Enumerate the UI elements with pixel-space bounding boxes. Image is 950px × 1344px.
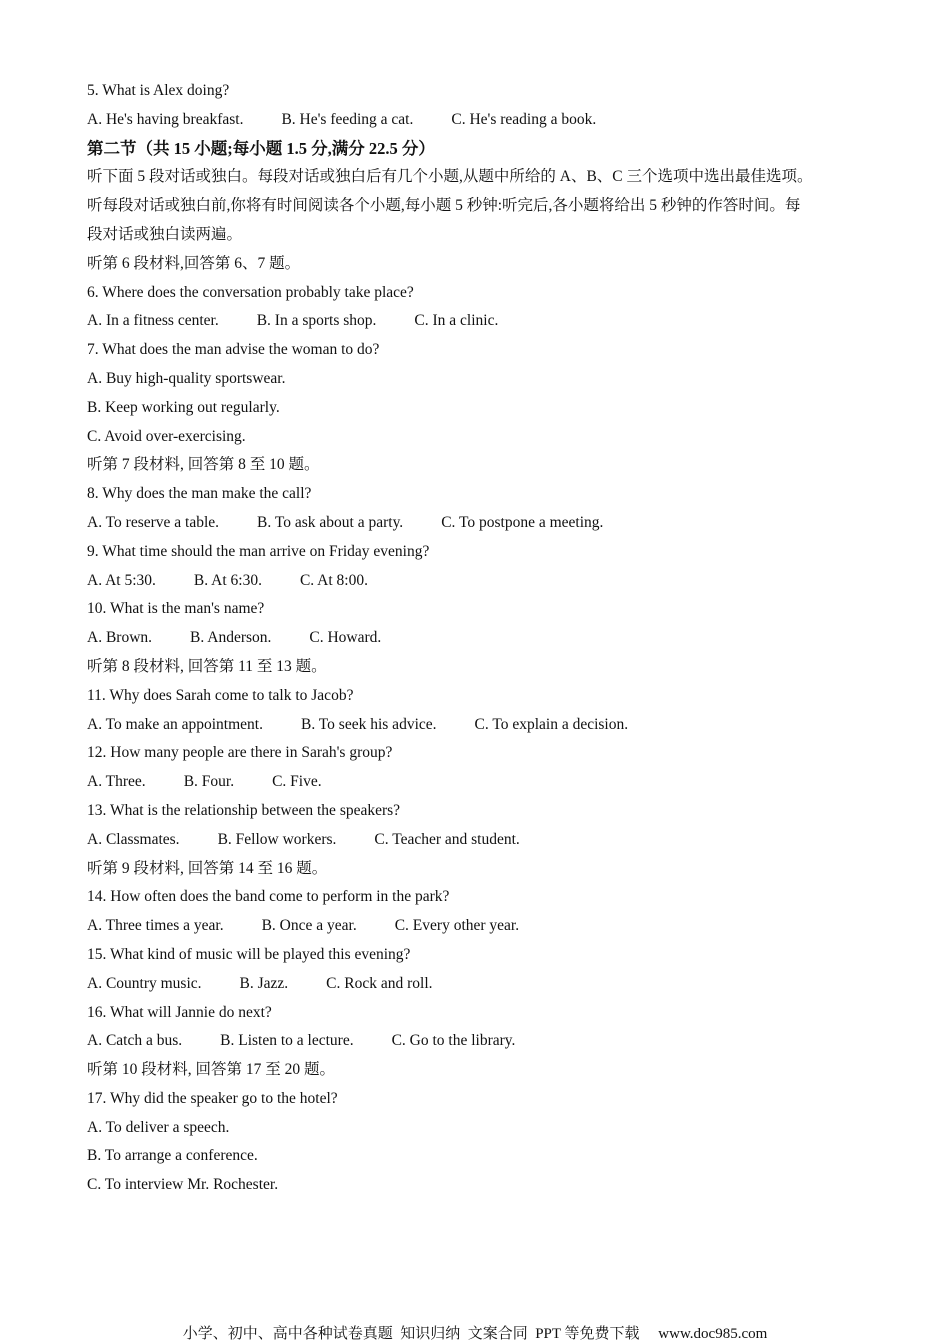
option-c: C. At 8:00. bbox=[299, 571, 368, 589]
option-a: A. Three times a year. bbox=[87, 917, 224, 935]
option-b: B. Once a year. bbox=[261, 917, 357, 935]
option-b: B. To arrange a conference. bbox=[87, 1147, 258, 1165]
question-10: 10. What is the man's name? bbox=[87, 600, 265, 618]
option-b: B. Fellow workers. bbox=[217, 830, 337, 848]
option-a: A. To reserve a table. bbox=[87, 513, 220, 531]
options-6 bbox=[87, 307, 887, 336]
option-a: A. To deliver a speech. bbox=[87, 1118, 230, 1136]
option-a: A. Brown. bbox=[87, 629, 153, 647]
options-12 bbox=[87, 768, 887, 797]
section-heading: 第二节（共 15 小题;每小题 1.5 分,满分 22.5 分） bbox=[87, 138, 435, 158]
option-b: B. Listen to a lecture. bbox=[220, 1032, 354, 1050]
option-b: B. Keep working out regularly. bbox=[87, 398, 280, 416]
question-14: 14. How often does the band come to perform in the park? bbox=[87, 888, 450, 906]
option-a: A. He's having breakfast. bbox=[87, 110, 244, 128]
option-a: A. Three. bbox=[87, 773, 146, 791]
material-header-6: 听第 6 段材料,回答第 6、7 题。 bbox=[87, 254, 301, 272]
option-a: A. Classmates. bbox=[87, 830, 180, 848]
instructions-line: 听下面 5 段对话或独白。每段对话或独白后有几个小题,从题中所给的 A、B、C 三个选项中选出最佳选项。 bbox=[87, 168, 813, 186]
option-b: B. He's feeding a cat. bbox=[281, 110, 414, 128]
option-c: C. Rock and roll. bbox=[326, 974, 433, 992]
option-c: C. Howard. bbox=[309, 629, 382, 647]
option-a: A. In a fitness center. bbox=[87, 312, 219, 330]
exam-page bbox=[87, 77, 887, 1200]
question-5: 5. What is Alex doing? bbox=[87, 82, 230, 99]
option-c: C. He's reading a book. bbox=[451, 110, 597, 128]
question-17: 17. Why did the speaker go to the hotel? bbox=[87, 1089, 338, 1107]
options-15 bbox=[87, 970, 887, 999]
option-c: C. Five. bbox=[272, 773, 322, 791]
options-10 bbox=[87, 624, 887, 653]
question-12: 12. How many people are there in Sarah's group? bbox=[87, 744, 393, 762]
material-header-7: 听第 7 段材料, 回答第 8 至 10 题。 bbox=[87, 456, 320, 474]
option-b: B. Jazz. bbox=[239, 974, 289, 992]
option-b: B. Four. bbox=[183, 773, 235, 791]
options-9 bbox=[87, 567, 887, 596]
option-c: C. Teacher and student. bbox=[374, 830, 520, 848]
options-14 bbox=[87, 912, 887, 941]
option-b: B. To ask about a party. bbox=[257, 513, 404, 531]
option-c: C. To postpone a meeting. bbox=[441, 513, 604, 531]
option-c: C. Go to the library. bbox=[391, 1032, 516, 1050]
material-header-10: 听第 10 段材料, 回答第 17 至 20 题。 bbox=[87, 1061, 336, 1079]
question-8: 8. Why does the man make the call? bbox=[87, 485, 312, 503]
instructions-line: 段对话或独白读两遍。 bbox=[87, 225, 243, 243]
option-b: B. Anderson. bbox=[190, 629, 272, 647]
option-a: A. Catch a bus. bbox=[87, 1032, 183, 1050]
options-5 bbox=[87, 106, 887, 135]
option-b: B. At 6:30. bbox=[193, 571, 262, 589]
instructions-line: 听每段对话或独白前,你将有时间阅读各个小题,每小题 5 秒钟:听完后,各小题将给出 5 秒钟的作答时间。每 bbox=[87, 197, 801, 215]
option-a: A. To make an appointment. bbox=[87, 715, 263, 733]
option-a: A. Country music. bbox=[87, 974, 202, 992]
question-13: 13. What is the relationship between the speakers? bbox=[87, 801, 401, 819]
option-a: A. Buy high-quality sportswear. bbox=[87, 369, 286, 387]
question-16: 16. What will Jannie do next? bbox=[87, 1003, 272, 1021]
question-15: 15. What kind of music will be played this evening? bbox=[87, 945, 411, 963]
options-13 bbox=[87, 826, 887, 855]
options-16 bbox=[87, 1027, 887, 1056]
option-b: B. In a sports shop. bbox=[256, 312, 377, 330]
options-8 bbox=[87, 509, 887, 538]
option-c: C. Avoid over-exercising. bbox=[87, 427, 246, 445]
option-c: C. To interview Mr. Rochester. bbox=[87, 1176, 279, 1194]
option-c: C. Every other year. bbox=[394, 917, 520, 935]
option-c: C. In a clinic. bbox=[414, 312, 499, 330]
option-a: A. At 5:30. bbox=[87, 571, 156, 589]
question-11: 11. Why does Sarah come to talk to Jacob? bbox=[87, 686, 354, 704]
question-7: 7. What does the man advise the woman to do? bbox=[87, 341, 380, 359]
question-6: 6. Where does the conversation probably take place? bbox=[87, 283, 414, 301]
question-9: 9. What time should the man arrive on Friday evening? bbox=[87, 542, 430, 560]
material-header-9: 听第 9 段材料, 回答第 14 至 16 题。 bbox=[87, 859, 328, 877]
material-header-8: 听第 8 段材料, 回答第 11 至 13 题。 bbox=[87, 657, 327, 675]
options-11 bbox=[87, 711, 887, 740]
option-b: B. To seek his advice. bbox=[300, 715, 437, 733]
option-c: C. To explain a decision. bbox=[474, 715, 629, 733]
footer-ad: 小学、初中、高中各种试卷真题 知识归纳 文案合同 PPT 等免费下载 www.doc985.com bbox=[182, 1326, 768, 1342]
